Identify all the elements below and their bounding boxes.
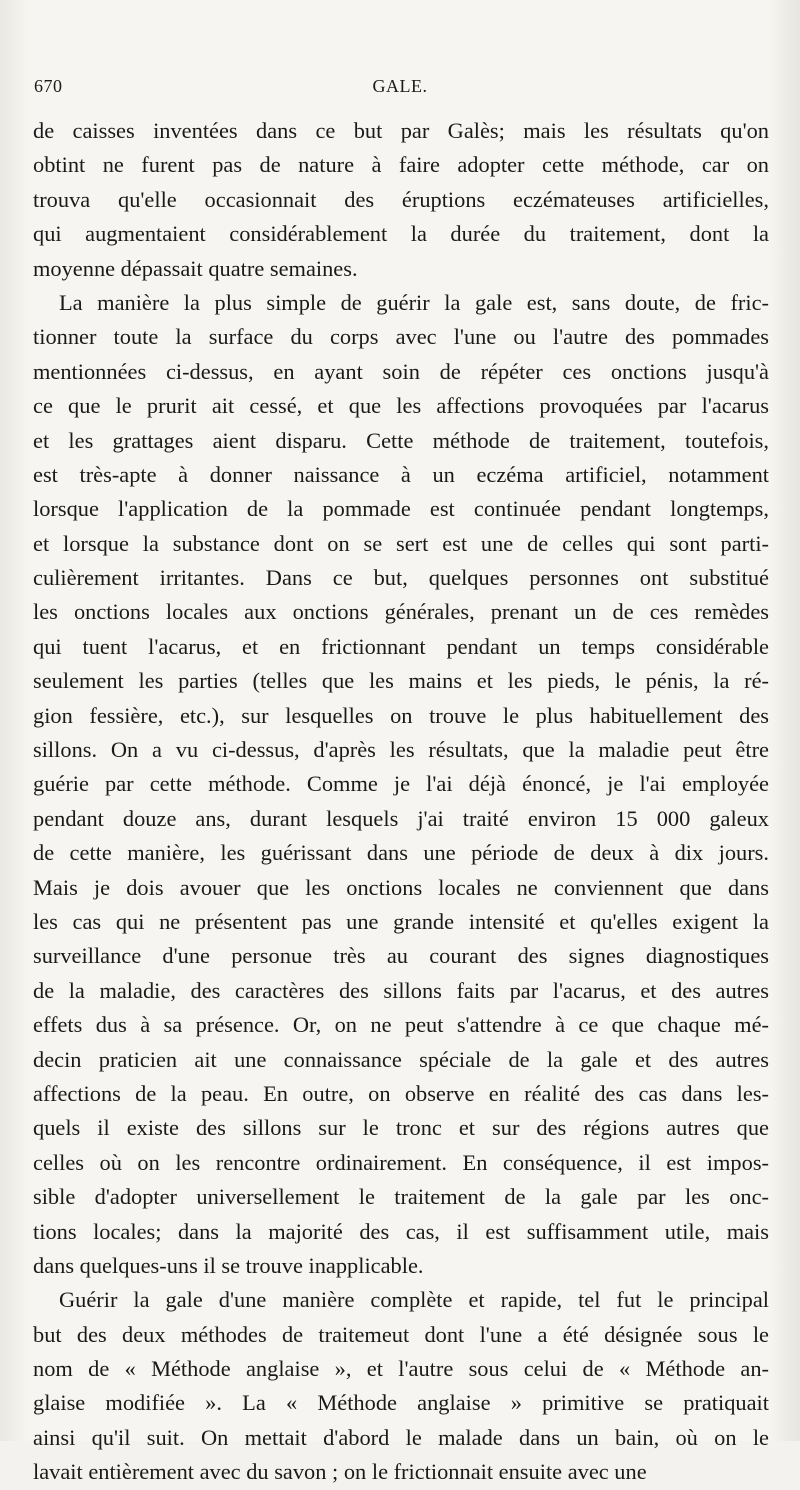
text-line: celles où on les rencontre ordinairement. En conséquence, il est impos-: [33, 1149, 769, 1175]
text-line: decin praticien ait une connaissance spéciale de la gale et des autres: [33, 1046, 769, 1072]
text-line: moyenne dépassait quatre semaines.: [33, 255, 358, 281]
text-line: pendant douze ans, durant lesquels j'ai traité environ 15 000 galeux: [33, 805, 769, 831]
text-line: tions locales; dans la majorité des cas, il est suffisamment utile, mais: [33, 1218, 769, 1244]
text-line: affections de la peau. En outre, on observe en réalité des cas dans les-: [33, 1080, 769, 1106]
text-line: de la maladie, des caractères des sillons faits par l'acarus, et des autres: [33, 977, 769, 1003]
text-line: sillons. On a vu ci-dessus, d'après les résultats, que la maladie peut être: [33, 737, 769, 763]
text-line: guérie par cette méthode. Comme je l'ai déjà énoncé, je l'ai employée: [33, 771, 769, 797]
text-line: gion fessière, etc.), sur lesquelles on trouve le plus habituellement des: [33, 702, 769, 728]
paragraph: [33, 1283, 769, 1489]
text-line: La manière la plus simple de guérir la gale est, sans doute, de fric-: [59, 289, 769, 315]
text-line: lorsque l'application de la pommade est continuée pendant longtemps,: [33, 496, 769, 522]
text-line: de cette manière, les guérissant dans une période de deux à dix jours.: [33, 840, 769, 866]
body-text: [33, 114, 769, 1490]
text-line: seulement les parties (telles que les mains et les pieds, le pénis, la ré-: [33, 668, 769, 694]
text-line: effets dus à sa présence. Or, on ne peut s'attendre à ce que chaque mé-: [33, 1012, 769, 1038]
text-line: et lorsque la substance dont on se sert est une de celles qui sont parti-: [33, 530, 769, 556]
text-line: surveillance d'une personue très au courant des signes diagnostiques: [33, 943, 769, 969]
text-line: nom de « Méthode anglaise », et l'autre sous celui de « Méthode an-: [33, 1356, 769, 1382]
paragraph: [33, 114, 769, 286]
running-title: GALE.: [372, 76, 428, 96]
text-line: obtint ne furent pas de nature à faire adopter cette méthode, car on: [33, 152, 769, 178]
text-line: but des deux méthodes de traitemeut dont l'une a été désignée sous le: [33, 1321, 769, 1347]
text-line: Guérir la gale d'une manière complète et rapide, tel fut le principal: [59, 1287, 769, 1313]
text-line: culièrement irritantes. Dans ce but, quelques personnes ont substitué: [33, 565, 769, 591]
page-number: 670: [34, 76, 63, 96]
text-line: de caisses inventées dans ce but par Galès; mais les résultats qu'on: [33, 118, 769, 143]
text-line: tionner toute la surface du corps avec l'une ou l'autre des pommades: [33, 324, 769, 350]
text-line: ce que le prurit ait cessé, et que les affections provoquées par l'acarus: [33, 393, 769, 419]
text-line: qui tuent l'acarus, et en frictionnant pendant un temps considérable: [33, 633, 769, 659]
text-line: est très-apte à donner naissance à un eczéma artificiel, notamment: [33, 461, 769, 487]
text-line: lavait entièrement avec du savon ; on le frictionnait ensuite avec une: [33, 1459, 647, 1485]
text-line: glaise modifiée ». La « Méthode anglaise » primitive se pratiquait: [33, 1390, 769, 1416]
running-head: [34, 76, 766, 102]
paragraph: [33, 286, 769, 1283]
text-line: dans quelques-uns il se trouve inapplicable.: [33, 1252, 424, 1278]
text-line: Mais je dois avouer que les onctions locales ne conviennent que dans: [33, 874, 769, 900]
text-line: sible d'adopter universellement le traitement de la gale par les onc-: [33, 1184, 769, 1210]
text-line: et les grattages aient disparu. Cette méthode de traitement, toutefois,: [33, 427, 769, 453]
text-line: quels il existe des sillons sur le tronc et sur des régions autres que: [33, 1115, 769, 1141]
text-line: trouva qu'elle occasionnait des éruptions eczémateuses artificielles,: [33, 186, 769, 212]
text-line: les onctions locales aux onctions générales, prenant un de ces remèdes: [33, 599, 769, 625]
text-line: les cas qui ne présentent pas une grande intensité et qu'elles exigent la: [33, 908, 769, 934]
text-line: ainsi qu'il suit. On mettait d'abord le malade dans un bain, où on le: [33, 1424, 769, 1450]
text-line: mentionnées ci-dessus, en ayant soin de répéter ces onctions jusqu'à: [33, 358, 769, 384]
text-line: qui augmentaient considérablement la durée du traitement, dont la: [33, 221, 769, 247]
